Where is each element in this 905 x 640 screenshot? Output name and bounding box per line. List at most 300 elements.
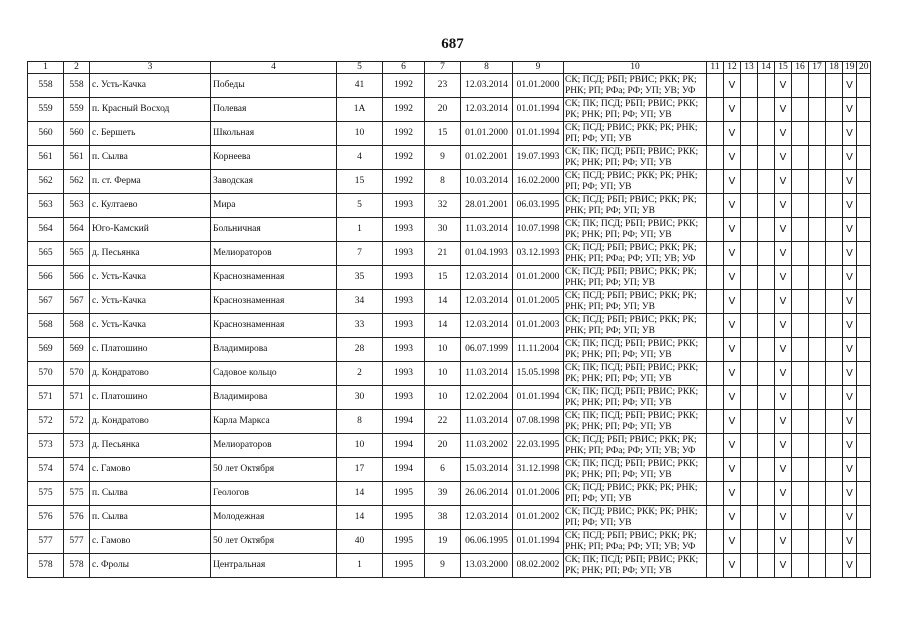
house-cell: 33 (337, 314, 383, 338)
row-number-2: 578 (64, 554, 90, 578)
col13-cell (741, 146, 758, 170)
row-number: 564 (28, 218, 64, 242)
col18-cell (826, 242, 843, 266)
date1-cell: 01.04.1993 (461, 242, 513, 266)
mark-cell-12: V (724, 146, 741, 170)
page-number: 687 (441, 36, 464, 52)
mark-cell-19: V (843, 530, 857, 554)
mark-cell-19: V (843, 506, 857, 530)
row-number-2: 567 (64, 290, 90, 314)
house-cell: 28 (337, 338, 383, 362)
column-header: 8 (461, 62, 513, 74)
col14-cell (758, 386, 775, 410)
col14-cell (758, 314, 775, 338)
table-body (28, 74, 871, 578)
row-number-2: 560 (64, 122, 90, 146)
year-cell: 1993 (383, 242, 425, 266)
data-table (27, 61, 871, 578)
year-cell: 1993 (383, 218, 425, 242)
col20-cell (857, 218, 871, 242)
col13-cell (741, 314, 758, 338)
mark-cell-19: V (843, 146, 857, 170)
col20-cell (857, 170, 871, 194)
date2-cell: 19.07.1993 (513, 146, 564, 170)
col18-cell (826, 266, 843, 290)
col20-cell (857, 290, 871, 314)
mark-cell-12: V (724, 434, 741, 458)
col17-cell (809, 530, 826, 554)
column-header: 2 (64, 62, 90, 74)
col11-cell (707, 146, 724, 170)
col17-cell (809, 242, 826, 266)
mark-cell-19: V (843, 482, 857, 506)
col20-cell (857, 410, 871, 434)
col17-cell (809, 266, 826, 290)
col14-cell (758, 506, 775, 530)
table-row (28, 434, 871, 458)
col7-cell: 10 (425, 362, 461, 386)
col16-cell (792, 362, 809, 386)
row-number: 560 (28, 122, 64, 146)
house-cell: 14 (337, 506, 383, 530)
mark-cell-15: V (775, 146, 792, 170)
mark-cell-15: V (775, 554, 792, 578)
mark-cell-15: V (775, 506, 792, 530)
row-number: 570 (28, 362, 64, 386)
mark-cell-15: V (775, 74, 792, 98)
codes-cell: СК; ПК; ПСД; РБП; РВИС; РКК; РК; РНК; РП; РФ; УП; УВ (564, 362, 707, 386)
locality-cell: с. Усть-Качка (90, 314, 211, 338)
col16-cell (792, 482, 809, 506)
table-row (28, 98, 871, 122)
locality-cell: д. Песьянка (90, 434, 211, 458)
mark-cell-15: V (775, 218, 792, 242)
col16-cell (792, 266, 809, 290)
street-cell: Мелиораторов (211, 242, 337, 266)
date1-cell: 12.03.2014 (461, 98, 513, 122)
house-cell: 15 (337, 170, 383, 194)
column-header: 1 (28, 62, 64, 74)
year-cell: 1993 (383, 194, 425, 218)
col7-cell: 38 (425, 506, 461, 530)
col16-cell (792, 146, 809, 170)
mark-cell-12: V (724, 458, 741, 482)
codes-cell: СК; ПСД; РБП; РВИС; РКК; РК; РНК; РП; РФа; РФ; УП; УВ; УФ (564, 74, 707, 98)
table-row (28, 146, 871, 170)
date1-cell: 11.03.2002 (461, 434, 513, 458)
mark-cell-15: V (775, 98, 792, 122)
date2-cell: 08.02.2002 (513, 554, 564, 578)
col11-cell (707, 482, 724, 506)
date2-cell: 01.01.1994 (513, 98, 564, 122)
date2-cell: 01.01.2005 (513, 290, 564, 314)
locality-cell: д. Кондратово (90, 362, 211, 386)
year-cell: 1993 (383, 314, 425, 338)
year-cell: 1994 (383, 458, 425, 482)
mark-cell-15: V (775, 530, 792, 554)
street-cell: Мелиораторов (211, 434, 337, 458)
col13-cell (741, 362, 758, 386)
locality-cell: п. Сылва (90, 482, 211, 506)
codes-cell: СК; ПК; ПСД; РБП; РВИС; РКК; РК; РНК; РП; РФ; УП; УВ (564, 410, 707, 434)
year-cell: 1992 (383, 170, 425, 194)
col11-cell (707, 314, 724, 338)
mark-cell-19: V (843, 218, 857, 242)
street-cell: 50 лет Октября (211, 458, 337, 482)
house-cell: 14 (337, 482, 383, 506)
row-number-2: 568 (64, 314, 90, 338)
date1-cell: 28.01.2001 (461, 194, 513, 218)
year-cell: 1995 (383, 482, 425, 506)
col20-cell (857, 74, 871, 98)
col20-cell (857, 98, 871, 122)
mark-cell-15: V (775, 434, 792, 458)
locality-cell: с. Бершеть (90, 122, 211, 146)
table-row (28, 338, 871, 362)
col7-cell: 21 (425, 242, 461, 266)
col18-cell (826, 410, 843, 434)
mark-cell-15: V (775, 362, 792, 386)
date2-cell: 07.08.1998 (513, 410, 564, 434)
col16-cell (792, 386, 809, 410)
col17-cell (809, 362, 826, 386)
date2-cell: 01.01.2002 (513, 506, 564, 530)
row-number-2: 576 (64, 506, 90, 530)
table-row (28, 266, 871, 290)
table-row (28, 458, 871, 482)
row-number-2: 558 (64, 74, 90, 98)
col17-cell (809, 218, 826, 242)
street-cell: Победы (211, 74, 337, 98)
mark-cell-19: V (843, 98, 857, 122)
row-number: 573 (28, 434, 64, 458)
date1-cell: 12.03.2014 (461, 74, 513, 98)
codes-cell: СК; ПСД; РБП; РВИС; РКК; РК; РНК; РП; РФ; УП; УВ (564, 314, 707, 338)
row-number: 562 (28, 170, 64, 194)
column-header: 15 (775, 62, 792, 74)
year-cell: 1993 (383, 266, 425, 290)
col11-cell (707, 506, 724, 530)
col14-cell (758, 146, 775, 170)
column-header: 18 (826, 62, 843, 74)
col18-cell (826, 386, 843, 410)
col13-cell (741, 170, 758, 194)
col16-cell (792, 242, 809, 266)
col11-cell (707, 434, 724, 458)
table-row (28, 194, 871, 218)
table-row (28, 242, 871, 266)
codes-cell: СК; ПСД; РВИС; РКК; РК; РНК; РП; РФ; УП; УВ (564, 506, 707, 530)
year-cell: 1995 (383, 506, 425, 530)
col7-cell: 15 (425, 266, 461, 290)
col7-cell: 14 (425, 314, 461, 338)
col17-cell (809, 290, 826, 314)
street-cell: Краснознаменная (211, 314, 337, 338)
column-header: 5 (337, 62, 383, 74)
column-header: 3 (90, 62, 211, 74)
locality-cell: с. Усть-Качка (90, 74, 211, 98)
table-row (28, 482, 871, 506)
row-number: 572 (28, 410, 64, 434)
column-header: 19 (843, 62, 857, 74)
col17-cell (809, 554, 826, 578)
mark-cell-12: V (724, 290, 741, 314)
mark-cell-19: V (843, 458, 857, 482)
col7-cell: 23 (425, 74, 461, 98)
col11-cell (707, 74, 724, 98)
col17-cell (809, 122, 826, 146)
date2-cell: 01.01.2000 (513, 74, 564, 98)
col11-cell (707, 458, 724, 482)
codes-cell: СК; ПСД; РБП; РВИС; РКК; РК; РНК; РП; РФа; РФ; УП; УВ; УФ (564, 242, 707, 266)
codes-cell: СК; ПК; ПСД; РБП; РВИС; РКК; РК; РНК; РП; РФ; УП; УВ (564, 218, 707, 242)
mark-cell-19: V (843, 338, 857, 362)
locality-cell: Юго-Камский (90, 218, 211, 242)
col7-cell: 9 (425, 554, 461, 578)
col7-cell: 6 (425, 458, 461, 482)
date1-cell: 12.02.2004 (461, 386, 513, 410)
mark-cell-19: V (843, 314, 857, 338)
col7-cell: 14 (425, 290, 461, 314)
column-header: 17 (809, 62, 826, 74)
street-cell: Школьная (211, 122, 337, 146)
col14-cell (758, 434, 775, 458)
row-number: 558 (28, 74, 64, 98)
col14-cell (758, 242, 775, 266)
col20-cell (857, 482, 871, 506)
street-cell: Молодежная (211, 506, 337, 530)
row-number-2: 564 (64, 218, 90, 242)
street-cell: Геологов (211, 482, 337, 506)
col11-cell (707, 242, 724, 266)
date2-cell: 01.01.2006 (513, 482, 564, 506)
date2-cell: 01.01.1994 (513, 386, 564, 410)
table-row (28, 386, 871, 410)
street-cell: Мира (211, 194, 337, 218)
year-cell: 1995 (383, 554, 425, 578)
street-cell: Садовое кольцо (211, 362, 337, 386)
house-cell: 1 (337, 218, 383, 242)
house-cell: 30 (337, 386, 383, 410)
row-number-2: 559 (64, 98, 90, 122)
mark-cell-19: V (843, 554, 857, 578)
codes-cell: СК; ПК; ПСД; РБП; РВИС; РКК; РК; РНК; РП; РФ; УП; УВ (564, 386, 707, 410)
col18-cell (826, 218, 843, 242)
mark-cell-15: V (775, 122, 792, 146)
year-cell: 1992 (383, 146, 425, 170)
col17-cell (809, 506, 826, 530)
date2-cell: 16.02.2000 (513, 170, 564, 194)
col17-cell (809, 458, 826, 482)
mark-cell-15: V (775, 290, 792, 314)
col16-cell (792, 554, 809, 578)
col20-cell (857, 266, 871, 290)
year-cell: 1993 (383, 386, 425, 410)
col7-cell: 10 (425, 338, 461, 362)
col18-cell (826, 314, 843, 338)
col18-cell (826, 290, 843, 314)
table-row (28, 410, 871, 434)
col20-cell (857, 506, 871, 530)
col7-cell: 19 (425, 530, 461, 554)
table-row (28, 218, 871, 242)
row-number-2: 565 (64, 242, 90, 266)
date2-cell: 01.01.1994 (513, 530, 564, 554)
column-header: 9 (513, 62, 564, 74)
row-number: 575 (28, 482, 64, 506)
col11-cell (707, 410, 724, 434)
col14-cell (758, 170, 775, 194)
street-cell: Центральная (211, 554, 337, 578)
column-header: 10 (564, 62, 707, 74)
column-header: 6 (383, 62, 425, 74)
mark-cell-12: V (724, 98, 741, 122)
locality-cell: с. Фролы (90, 554, 211, 578)
col16-cell (792, 338, 809, 362)
mark-cell-19: V (843, 74, 857, 98)
column-header: 13 (741, 62, 758, 74)
col18-cell (826, 482, 843, 506)
street-cell: Больничная (211, 218, 337, 242)
house-cell: 1 (337, 554, 383, 578)
date1-cell: 06.07.1999 (461, 338, 513, 362)
col14-cell (758, 98, 775, 122)
locality-cell: п. Сылва (90, 506, 211, 530)
house-cell: 7 (337, 242, 383, 266)
col20-cell (857, 530, 871, 554)
col11-cell (707, 362, 724, 386)
column-header: 14 (758, 62, 775, 74)
col18-cell (826, 362, 843, 386)
col18-cell (826, 506, 843, 530)
row-number-2: 562 (64, 170, 90, 194)
col17-cell (809, 338, 826, 362)
mark-cell-12: V (724, 194, 741, 218)
col17-cell (809, 410, 826, 434)
codes-cell: СК; ПК; ПСД; РБП; РВИС; РКК; РК; РНК; РП; РФ; УП; УВ (564, 98, 707, 122)
date1-cell: 11.03.2014 (461, 218, 513, 242)
col14-cell (758, 74, 775, 98)
col16-cell (792, 530, 809, 554)
col16-cell (792, 122, 809, 146)
codes-cell: СК; ПСД; РБП; РВИС; РКК; РК; РНК; РП; РФ; УП; УВ (564, 290, 707, 314)
locality-cell: с. Платошино (90, 338, 211, 362)
col17-cell (809, 170, 826, 194)
date1-cell: 12.03.2014 (461, 506, 513, 530)
house-cell: 8 (337, 410, 383, 434)
codes-cell: СК; ПСД; РВИС; РКК; РК; РНК; РП; РФ; УП; УВ (564, 170, 707, 194)
date1-cell: 12.03.2014 (461, 266, 513, 290)
mark-cell-15: V (775, 170, 792, 194)
locality-cell: д. Песьянка (90, 242, 211, 266)
col7-cell: 20 (425, 434, 461, 458)
mark-cell-12: V (724, 530, 741, 554)
column-header: 12 (724, 62, 741, 74)
codes-cell: СК; ПСД; РБП; РВИС; РКК; РК; РНК; РП; РФ; УП; УВ (564, 266, 707, 290)
street-cell: Владимирова (211, 386, 337, 410)
mark-cell-12: V (724, 386, 741, 410)
mark-cell-15: V (775, 242, 792, 266)
column-header: 11 (707, 62, 724, 74)
year-cell: 1992 (383, 98, 425, 122)
col18-cell (826, 458, 843, 482)
mark-cell-19: V (843, 410, 857, 434)
house-cell: 17 (337, 458, 383, 482)
table-row (28, 314, 871, 338)
mark-cell-15: V (775, 314, 792, 338)
mark-cell-12: V (724, 242, 741, 266)
column-header: 7 (425, 62, 461, 74)
row-number-2: 569 (64, 338, 90, 362)
col14-cell (758, 266, 775, 290)
year-cell: 1992 (383, 122, 425, 146)
col20-cell (857, 386, 871, 410)
codes-cell: СК; ПК; ПСД; РБП; РВИС; РКК; РК; РНК; РП; РФ; УП; УВ (564, 146, 707, 170)
col14-cell (758, 122, 775, 146)
codes-cell: СК; ПК; ПСД; РБП; РВИС; РКК; РК; РНК; РП; РФ; УП; УВ (564, 338, 707, 362)
col17-cell (809, 146, 826, 170)
date2-cell: 15.05.1998 (513, 362, 564, 386)
col17-cell (809, 194, 826, 218)
date2-cell: 03.12.1993 (513, 242, 564, 266)
col11-cell (707, 530, 724, 554)
col11-cell (707, 194, 724, 218)
date2-cell: 06.03.1995 (513, 194, 564, 218)
row-number-2: 573 (64, 434, 90, 458)
col20-cell (857, 338, 871, 362)
codes-cell: СК; ПСД; РБП; РВИС; РКК; РК; РНК; РП; РФа; РФ; УП; УВ; УФ (564, 530, 707, 554)
date1-cell: 12.03.2014 (461, 314, 513, 338)
col16-cell (792, 434, 809, 458)
mark-cell-12: V (724, 338, 741, 362)
locality-cell: с. Усть-Качка (90, 290, 211, 314)
date2-cell: 01.01.2000 (513, 266, 564, 290)
row-number-2: 561 (64, 146, 90, 170)
col20-cell (857, 314, 871, 338)
locality-cell: с. Гамово (90, 458, 211, 482)
col13-cell (741, 98, 758, 122)
col7-cell: 9 (425, 146, 461, 170)
row-number-2: 575 (64, 482, 90, 506)
table-row (28, 554, 871, 578)
col16-cell (792, 290, 809, 314)
mark-cell-19: V (843, 266, 857, 290)
col18-cell (826, 98, 843, 122)
house-cell: 41 (337, 74, 383, 98)
col16-cell (792, 98, 809, 122)
col18-cell (826, 554, 843, 578)
house-cell: 5 (337, 194, 383, 218)
row-number-2: 574 (64, 458, 90, 482)
mark-cell-15: V (775, 338, 792, 362)
col14-cell (758, 362, 775, 386)
mark-cell-15: V (775, 410, 792, 434)
col18-cell (826, 170, 843, 194)
house-cell: 35 (337, 266, 383, 290)
mark-cell-19: V (843, 434, 857, 458)
col14-cell (758, 290, 775, 314)
house-cell: 1А (337, 98, 383, 122)
col13-cell (741, 434, 758, 458)
table-row (28, 530, 871, 554)
col11-cell (707, 386, 724, 410)
street-cell: Краснознаменная (211, 290, 337, 314)
date2-cell: 11.11.2004 (513, 338, 564, 362)
house-cell: 34 (337, 290, 383, 314)
row-number: 568 (28, 314, 64, 338)
row-number-2: 577 (64, 530, 90, 554)
col13-cell (741, 338, 758, 362)
